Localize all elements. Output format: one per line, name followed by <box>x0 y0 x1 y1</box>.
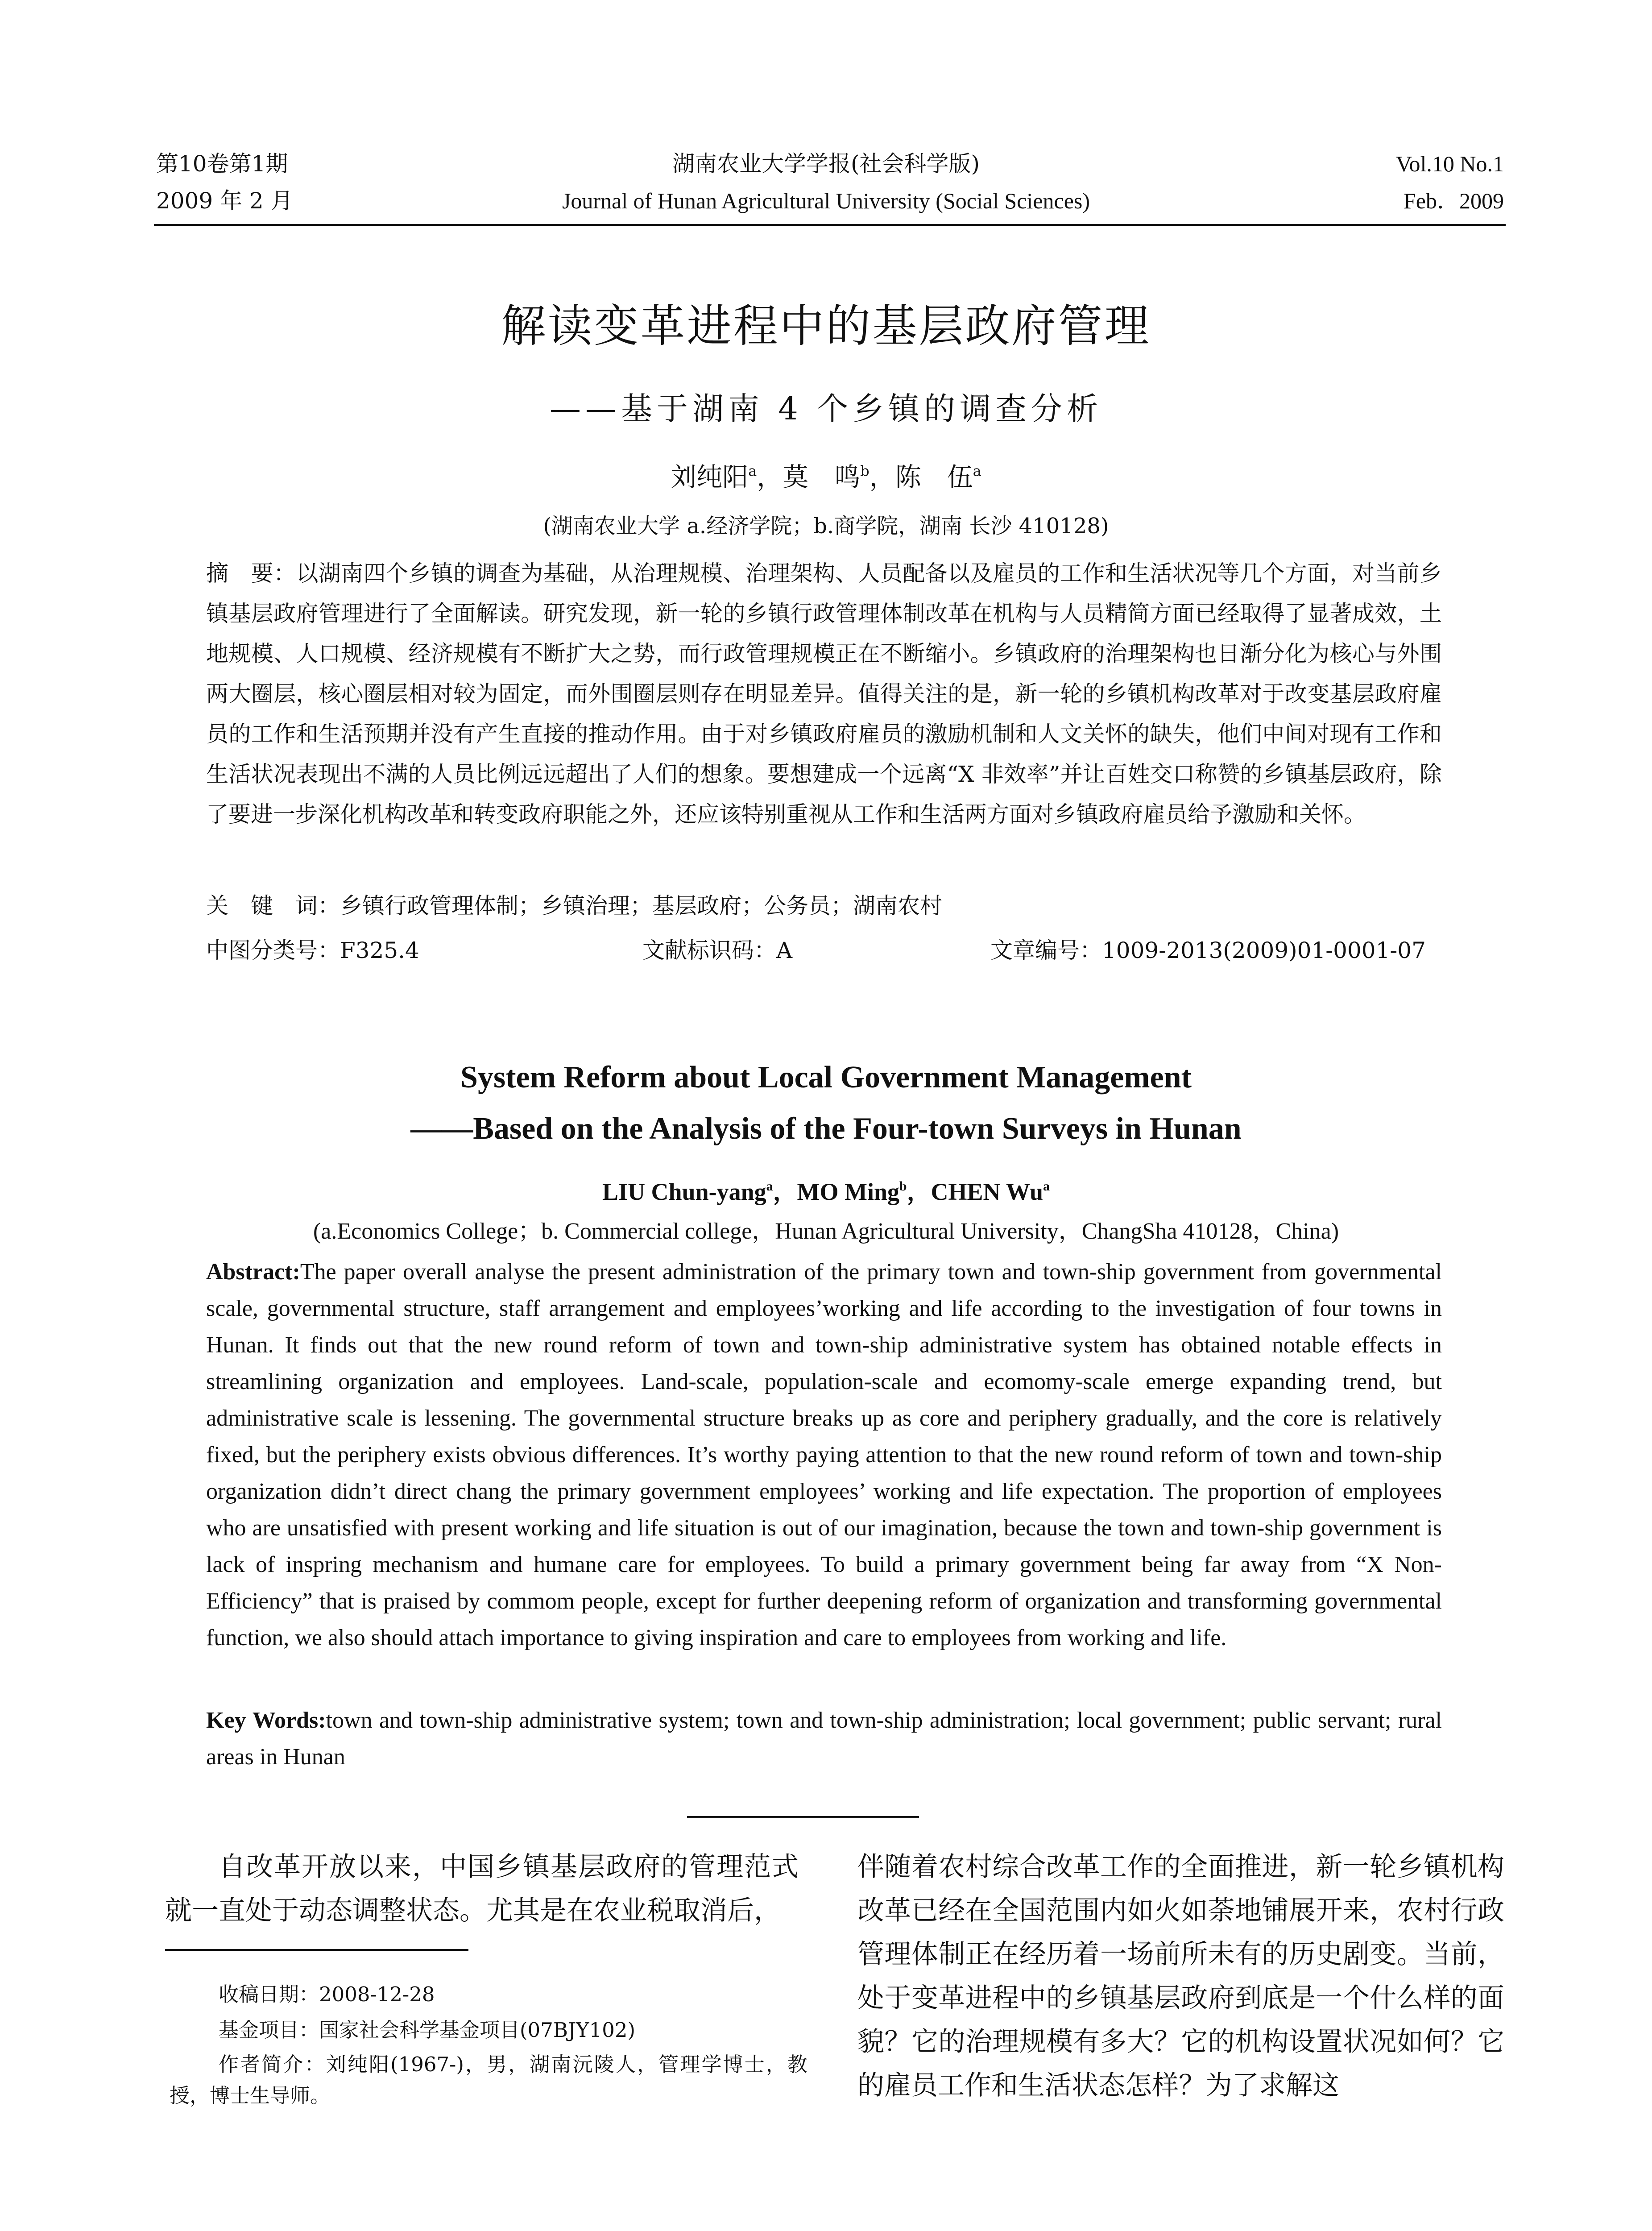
doc-label: 文献标识码： <box>642 937 776 963</box>
author-sep: ， <box>869 462 895 492</box>
author-cn-3: 陈 伍 <box>895 462 973 492</box>
clc-label: 中图分类号： <box>206 937 340 963</box>
art-value: 1009-2013(2009)01-0001-07 <box>1102 937 1426 963</box>
title-cn: 解读变革进程中的基层政府管理 <box>501 300 1151 352</box>
author-cn-2-sup: b <box>860 462 869 480</box>
document-code <box>642 930 792 970</box>
abstract-en-text: The paper overall analyse the present administration of the primary town and town-ship government from governmental scale, governmental structure, staff arrangement and employees’working and life according to the investigation of four towns in Hunan. It finds out that the new round reform of town and town-ship administrative system has obtained notable effects in streamlining organization and employees. Land-scale, population-scale and ecomomy-scale emerge expanding trend, but administrative scale is lessening. The governmental structure breaks up as core and periphery gradually, and the core is relatively fixed, but the periphery exists obvious differences. It’s worthy paying attention to that the new round reform of town and town-ship organization didn’t direct chang the primary government employees’ working and life expectation. The proportion of employees who are unsatisfied with present working and life situation is out of our imagination, because the town and town-ship government is lack of inspring mechanism and humane care for employees. To build a primary government being far away from “X Non-Efficiency” that is praised by commom people, except for further deepening reform of organization and transforming governmental function, we also should attach importance to giving inspiration and care to employees from working and life. <box>206 1259 1442 1650</box>
abstract-cn-text: 以湖南四个乡镇的调查为基础，从治理规模、治理架构、人员配备以及雇员的工作和生活状况等几个方面，对当前乡镇基层政府管理进行了全面解读。研究发现，新一轮的乡镇行政管理体制改革在机构与人员精简方面已经取得了显著成效，土地规模、人口规模、经济规模有不断扩大之势，而行政管理规模正在不断缩小。乡镇政府的治理架构也日渐分化为核心与外围两大圈层，核心圈层相对较为固定，而外围圈层则存在明显差异。值得关注的是，新一轮的乡镇机构改革对于改变基层政府雇员的工作和生活预期并没有产生直接的推动作用。由于对乡镇政府雇员的激励机制和人文关怀的缺失，他们中间对现有工作和生活状况表现出不满的人员比例远远超出了人们的想象。要想建成一个远离“X 非效率”并让百姓交口称赞的乡镇基层政府，除了要进一步深化机构改革和转变政府职能之外，还应该特别重视从工作和生活两方面对乡镇政府雇员给予激励和关怀。 <box>206 560 1442 827</box>
author-cn-1-sup: a <box>748 462 757 480</box>
keywords-cn-text: 乡镇行政管理体制；乡镇治理；基层政府；公务员；湖南农村 <box>340 893 942 919</box>
author-cn-2: 莫 鸣 <box>783 462 861 492</box>
header-journal-en: Journal of Hunan Agricultural University (Social Sciences) <box>562 188 1090 213</box>
author-en-1: LIU Chun-yang <box>602 1178 766 1205</box>
clc-value: F325.4 <box>340 937 419 963</box>
header-journal-cn: 湖南农业大学学报(社会科学版) <box>672 151 980 177</box>
author-sep: ， <box>907 1178 931 1205</box>
author-sep: ， <box>773 1178 797 1205</box>
footnote-author-bio: 作者简介：刘纯阳(1967-)，男，湖南沅陵人，管理学博士，教授，博士生导师。 <box>170 2053 807 2107</box>
abstract-en <box>206 1254 1442 1656</box>
author-en-3-sup: a <box>1043 1179 1050 1194</box>
author-sep: ， <box>757 462 783 492</box>
abstract-cn-label: 摘 要： <box>206 560 296 586</box>
header-date-cn: 2009 年 2 月 <box>156 188 293 214</box>
body-left-paragraph: 自改革开放以来，中国乡镇基层政府的管理范式就一直处于动态调整状态。尤其是在农业税取消后， <box>165 1851 799 1926</box>
author-cn-1: 刘纯阳 <box>671 462 749 492</box>
art-label: 文章编号： <box>990 937 1102 963</box>
section-separator <box>687 1816 919 1818</box>
keywords-cn-label: 关 键 词： <box>206 893 340 919</box>
footnote-rule <box>165 1949 468 1951</box>
keywords-en-label: Key Words: <box>206 1708 326 1733</box>
author-en-2-sup: b <box>899 1179 907 1194</box>
doc-value: A <box>776 937 793 963</box>
affiliation-cn: (湖南农业大学 a.经济学院；b.商学院，湖南 长沙 410128) <box>543 514 1109 539</box>
header-date-en: Feb．2009 <box>1404 188 1504 213</box>
keywords-en-text: town and town-ship administrative system; town and town-ship administration; local government; public servant; rural areas in Hunan <box>206 1708 1442 1770</box>
article-number <box>990 930 1426 970</box>
keywords-cn <box>206 886 1442 926</box>
affiliation-en: (a.Economics College；b. Commercial college，Hunan Agricultural University，ChangSha 410128，China) <box>313 1219 1339 1244</box>
author-en-3: CHEN Wu <box>931 1178 1043 1205</box>
author-cn-3-sup: a <box>973 462 981 480</box>
header-volume-en: Vol.10 No.1 <box>1395 151 1504 176</box>
authors-en <box>0 1173 1652 1207</box>
header-rule <box>154 224 1506 226</box>
author-en-2: MO Ming <box>797 1178 899 1205</box>
header-volume-cn: 第10卷第1期 <box>156 151 288 177</box>
subtitle-cn: ——基于湖南 4 个乡镇的调查分析 <box>549 390 1103 427</box>
subtitle-en: ——Based on the Analysis of the Four-town Surveys in Hunan <box>410 1111 1242 1146</box>
author-en-1-sup: a <box>766 1179 773 1194</box>
keywords-en <box>206 1702 1442 1775</box>
footnote-received: 收稿日期：2008-12-28 <box>219 1982 435 2006</box>
abstract-en-label: Abstract: <box>206 1259 300 1285</box>
abstract-cn <box>206 553 1442 834</box>
body-right-paragraph: 伴随着农村综合改革工作的全面推进，新一轮乡镇机构改革已经在全国范围内如火如荼地铺展开来，农村行政管理体制正在经历着一场前所未有的历史剧变。当前，处于变革进程中的乡镇基层政府到底是一个什么样的面貌？它的治理规模有多大？它的机构设置状况如何？它的雇员工作和生活状态怎样？为了求解这 <box>857 1851 1504 2101</box>
title-en: System Reform about Local Government Management <box>460 1060 1192 1095</box>
footnote-fund: 基金项目：国家社会科学基金项目(07BJY102) <box>219 2018 636 2042</box>
clc-number <box>206 930 419 970</box>
authors-cn <box>0 456 1652 493</box>
